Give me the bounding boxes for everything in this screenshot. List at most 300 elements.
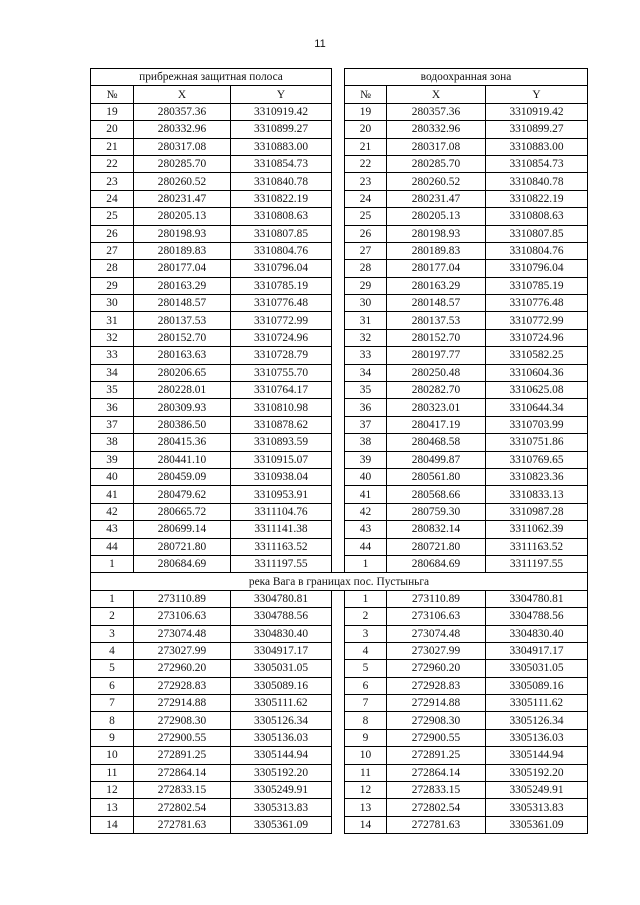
column-gap	[332, 190, 345, 207]
table-row	[91, 347, 588, 364]
y-coordinate: 3305192.20	[231, 764, 332, 781]
table-row	[91, 208, 588, 225]
y-coordinate: 3305249.91	[486, 782, 588, 799]
y-coordinate: 3304917.17	[231, 642, 332, 659]
x-coordinate: 272802.54	[134, 799, 231, 816]
table-row	[91, 503, 588, 520]
point-number: 37	[345, 416, 387, 433]
y-coordinate: 3310785.19	[231, 277, 332, 294]
point-number: 43	[345, 521, 387, 538]
y-coordinate: 3310776.48	[231, 295, 332, 312]
point-number: 7	[345, 695, 387, 712]
table-row	[91, 729, 588, 746]
x-coordinate: 272781.63	[387, 816, 486, 833]
point-number: 9	[91, 729, 134, 746]
table-row	[91, 747, 588, 764]
point-number: 13	[91, 799, 134, 816]
column-gap	[332, 242, 345, 259]
point-number: 30	[91, 295, 134, 312]
y-coordinate: 3304830.40	[231, 625, 332, 642]
column-gap	[332, 138, 345, 155]
x-coordinate: 273074.48	[387, 625, 486, 642]
y-coordinate: 3305089.16	[486, 677, 588, 694]
point-number: 6	[345, 677, 387, 694]
y-coordinate: 3310919.42	[486, 103, 588, 120]
x-coordinate: 280684.69	[387, 555, 486, 572]
point-number: 3	[345, 625, 387, 642]
x-coordinate: 272864.14	[134, 764, 231, 781]
table-row	[91, 260, 588, 277]
column-gap	[332, 69, 345, 86]
y-coordinate: 3310807.85	[486, 225, 588, 242]
point-number: 43	[91, 521, 134, 538]
point-number: 13	[345, 799, 387, 816]
column-gap	[332, 503, 345, 520]
col-header-no: №	[91, 86, 134, 103]
x-coordinate: 272928.83	[134, 677, 231, 694]
col-header-no: №	[345, 86, 387, 103]
table-row	[91, 521, 588, 538]
y-coordinate: 3310808.63	[231, 208, 332, 225]
y-coordinate: 3304788.56	[231, 608, 332, 625]
table-row	[91, 451, 588, 468]
point-number: 44	[91, 538, 134, 555]
y-coordinate: 3310899.27	[231, 121, 332, 138]
point-number: 19	[91, 103, 134, 120]
point-number: 34	[345, 364, 387, 381]
y-coordinate: 3310822.19	[231, 190, 332, 207]
point-number: 11	[345, 764, 387, 781]
col-header-x: X	[134, 86, 231, 103]
y-coordinate: 3311104.76	[231, 503, 332, 520]
x-coordinate: 280684.69	[134, 555, 231, 572]
point-number: 28	[91, 260, 134, 277]
point-number: 24	[345, 190, 387, 207]
y-coordinate: 3305089.16	[231, 677, 332, 694]
table-row	[91, 121, 588, 138]
table-row	[91, 329, 588, 346]
table-row	[91, 660, 588, 677]
x-coordinate: 272891.25	[134, 747, 231, 764]
table-row	[91, 225, 588, 242]
y-coordinate: 3305313.83	[486, 799, 588, 816]
x-coordinate: 273074.48	[134, 625, 231, 642]
x-coordinate: 280721.80	[134, 538, 231, 555]
x-coordinate: 272781.63	[134, 816, 231, 833]
x-coordinate: 280832.14	[387, 521, 486, 538]
point-number: 22	[345, 155, 387, 172]
x-coordinate: 280285.70	[387, 155, 486, 172]
table-row	[91, 399, 588, 416]
table-row	[91, 295, 588, 312]
point-number: 2	[91, 608, 134, 625]
column-gap	[332, 677, 345, 694]
column-gap	[332, 121, 345, 138]
y-coordinate: 3304780.81	[486, 590, 588, 607]
x-coordinate: 272914.88	[387, 695, 486, 712]
y-coordinate: 3305126.34	[486, 712, 588, 729]
table-row	[91, 434, 588, 451]
column-gap	[332, 416, 345, 433]
x-coordinate: 280721.80	[387, 538, 486, 555]
x-coordinate: 280568.66	[387, 486, 486, 503]
point-number: 7	[91, 695, 134, 712]
table-row	[91, 590, 588, 607]
x-coordinate: 272891.25	[387, 747, 486, 764]
y-coordinate: 3310625.08	[486, 382, 588, 399]
y-coordinate: 3310755.70	[231, 364, 332, 381]
table-row	[91, 816, 588, 833]
column-gap	[332, 764, 345, 781]
y-coordinate: 3304788.56	[486, 608, 588, 625]
x-coordinate: 272833.15	[134, 782, 231, 799]
y-coordinate: 3304830.40	[486, 625, 588, 642]
y-coordinate: 3310899.27	[486, 121, 588, 138]
point-number: 41	[91, 486, 134, 503]
point-number: 35	[345, 382, 387, 399]
y-coordinate: 3310582.25	[486, 347, 588, 364]
column-gap	[332, 86, 345, 103]
point-number: 36	[345, 399, 387, 416]
y-coordinate: 3305192.20	[486, 764, 588, 781]
y-coordinate: 3310764.17	[231, 382, 332, 399]
point-number: 31	[91, 312, 134, 329]
x-coordinate: 280177.04	[387, 260, 486, 277]
x-coordinate: 280499.87	[387, 451, 486, 468]
table-row	[91, 190, 588, 207]
y-coordinate: 3310703.99	[486, 416, 588, 433]
column-gap	[332, 782, 345, 799]
y-coordinate: 3310796.04	[231, 260, 332, 277]
column-gap	[332, 347, 345, 364]
y-coordinate: 3310833.13	[486, 486, 588, 503]
y-coordinate: 3310915.07	[231, 451, 332, 468]
x-coordinate: 273110.89	[387, 590, 486, 607]
y-coordinate: 3311141.38	[231, 521, 332, 538]
y-coordinate: 3311163.52	[231, 538, 332, 555]
point-number: 14	[345, 816, 387, 833]
table-row	[91, 277, 588, 294]
column-gap	[332, 155, 345, 172]
x-coordinate: 280417.19	[387, 416, 486, 433]
y-coordinate: 3310807.85	[231, 225, 332, 242]
y-coordinate: 3305144.94	[231, 747, 332, 764]
column-gap	[332, 608, 345, 625]
point-number: 10	[345, 747, 387, 764]
point-number: 21	[91, 138, 134, 155]
y-coordinate: 3310796.04	[486, 260, 588, 277]
point-number: 1	[91, 590, 134, 607]
x-coordinate: 280197.77	[387, 347, 486, 364]
y-coordinate: 3311062.39	[486, 521, 588, 538]
y-coordinate: 3305136.03	[486, 729, 588, 746]
point-number: 42	[345, 503, 387, 520]
column-gap	[332, 729, 345, 746]
table-row	[91, 695, 588, 712]
x-coordinate: 280415.36	[134, 434, 231, 451]
column-gap	[332, 434, 345, 451]
point-number: 40	[91, 468, 134, 485]
point-number: 34	[91, 364, 134, 381]
x-coordinate: 280386.50	[134, 416, 231, 433]
table-row	[91, 138, 588, 155]
point-number: 42	[91, 503, 134, 520]
point-number: 37	[91, 416, 134, 433]
point-number: 33	[345, 347, 387, 364]
x-coordinate: 272900.55	[387, 729, 486, 746]
point-number: 5	[91, 660, 134, 677]
point-number: 6	[91, 677, 134, 694]
table-row	[91, 555, 588, 572]
column-gap	[332, 468, 345, 485]
table-row	[91, 312, 588, 329]
point-number: 20	[345, 121, 387, 138]
table-row	[91, 382, 588, 399]
y-coordinate: 3310772.99	[486, 312, 588, 329]
x-coordinate: 280163.29	[134, 277, 231, 294]
point-number: 26	[91, 225, 134, 242]
point-number: 30	[345, 295, 387, 312]
y-coordinate: 3310724.96	[486, 329, 588, 346]
point-number: 21	[345, 138, 387, 155]
y-coordinate: 3305313.83	[231, 799, 332, 816]
y-coordinate: 3310772.99	[231, 312, 332, 329]
x-coordinate: 280282.70	[387, 382, 486, 399]
y-coordinate: 3310785.19	[486, 277, 588, 294]
point-number: 14	[91, 816, 134, 833]
column-gap	[332, 521, 345, 538]
x-coordinate: 273027.99	[134, 642, 231, 659]
x-coordinate: 280317.08	[134, 138, 231, 155]
x-coordinate: 272960.20	[134, 660, 231, 677]
y-coordinate: 3310724.96	[231, 329, 332, 346]
column-gap	[332, 103, 345, 120]
x-coordinate: 273110.89	[134, 590, 231, 607]
col-header-x: X	[387, 86, 486, 103]
point-number: 41	[345, 486, 387, 503]
point-number: 39	[91, 451, 134, 468]
table-row	[91, 364, 588, 381]
table-row	[91, 608, 588, 625]
point-number: 29	[345, 277, 387, 294]
x-coordinate: 273106.63	[387, 608, 486, 625]
table-row	[91, 468, 588, 485]
y-coordinate: 3310808.63	[486, 208, 588, 225]
y-coordinate: 3311163.52	[486, 538, 588, 555]
point-number: 3	[91, 625, 134, 642]
point-number: 27	[91, 242, 134, 259]
table-row	[91, 173, 588, 190]
zone-header-row	[91, 69, 588, 86]
x-coordinate: 272928.83	[387, 677, 486, 694]
point-number: 40	[345, 468, 387, 485]
point-number: 20	[91, 121, 134, 138]
y-coordinate: 3310728.79	[231, 347, 332, 364]
table-row	[91, 625, 588, 642]
column-gap	[332, 486, 345, 503]
column-gap	[332, 295, 345, 312]
point-number: 10	[91, 747, 134, 764]
x-coordinate: 280205.13	[134, 208, 231, 225]
point-number: 12	[345, 782, 387, 799]
x-coordinate: 280332.96	[134, 121, 231, 138]
x-coordinate: 272833.15	[387, 782, 486, 799]
column-gap	[332, 747, 345, 764]
column-gap	[332, 799, 345, 816]
x-coordinate: 280163.29	[387, 277, 486, 294]
y-coordinate: 3310804.76	[231, 242, 332, 259]
x-coordinate: 280317.08	[387, 138, 486, 155]
y-coordinate: 3310854.73	[231, 155, 332, 172]
point-number: 8	[345, 712, 387, 729]
x-coordinate: 280137.53	[387, 312, 486, 329]
y-coordinate: 3310840.78	[486, 173, 588, 190]
column-gap	[332, 225, 345, 242]
y-coordinate: 3305361.09	[486, 816, 588, 833]
y-coordinate: 3310604.36	[486, 364, 588, 381]
section-title-row	[91, 573, 588, 590]
x-coordinate: 280459.09	[134, 468, 231, 485]
table-row	[91, 712, 588, 729]
x-coordinate: 280759.30	[387, 503, 486, 520]
x-coordinate: 272914.88	[134, 695, 231, 712]
coordinates-table	[90, 68, 588, 834]
x-coordinate: 280228.01	[134, 382, 231, 399]
table-row	[91, 642, 588, 659]
y-coordinate: 3310822.19	[486, 190, 588, 207]
column-gap	[332, 208, 345, 225]
table-row	[91, 677, 588, 694]
column-gap	[332, 816, 345, 833]
y-coordinate: 3305361.09	[231, 816, 332, 833]
point-number: 36	[91, 399, 134, 416]
point-number: 22	[91, 155, 134, 172]
col-header-y: Y	[231, 86, 332, 103]
table-row	[91, 103, 588, 120]
y-coordinate: 3310883.00	[231, 138, 332, 155]
x-coordinate: 280206.65	[134, 364, 231, 381]
x-coordinate: 280205.13	[387, 208, 486, 225]
point-number: 5	[345, 660, 387, 677]
y-coordinate: 3310840.78	[231, 173, 332, 190]
y-coordinate: 3310883.00	[486, 138, 588, 155]
x-coordinate: 272908.30	[134, 712, 231, 729]
point-number: 33	[91, 347, 134, 364]
y-coordinate: 3305031.05	[231, 660, 332, 677]
x-coordinate: 280250.48	[387, 364, 486, 381]
x-coordinate: 280148.57	[134, 295, 231, 312]
point-number: 12	[91, 782, 134, 799]
y-coordinate: 3305249.91	[231, 782, 332, 799]
point-number: 25	[91, 208, 134, 225]
point-number: 2	[345, 608, 387, 625]
point-number: 32	[345, 329, 387, 346]
column-gap	[332, 590, 345, 607]
point-number: 23	[91, 173, 134, 190]
column-gap	[332, 712, 345, 729]
table-row	[91, 538, 588, 555]
y-coordinate: 3310893.59	[231, 434, 332, 451]
x-coordinate: 280198.93	[134, 225, 231, 242]
x-coordinate: 280468.58	[387, 434, 486, 451]
y-coordinate: 3305111.62	[231, 695, 332, 712]
column-gap	[332, 382, 345, 399]
point-number: 25	[345, 208, 387, 225]
x-coordinate: 272908.30	[387, 712, 486, 729]
point-number: 29	[91, 277, 134, 294]
x-coordinate: 280189.83	[134, 242, 231, 259]
x-coordinate: 280441.10	[134, 451, 231, 468]
table-row	[91, 416, 588, 433]
x-coordinate: 280561.80	[387, 468, 486, 485]
column-gap	[332, 555, 345, 572]
table-row	[91, 782, 588, 799]
x-coordinate: 280285.70	[134, 155, 231, 172]
y-coordinate: 3305031.05	[486, 660, 588, 677]
y-coordinate: 3304780.81	[231, 590, 332, 607]
x-coordinate: 280137.53	[134, 312, 231, 329]
x-coordinate: 280189.83	[387, 242, 486, 259]
x-coordinate: 280357.36	[134, 103, 231, 120]
column-gap	[332, 260, 345, 277]
y-coordinate: 3305111.62	[486, 695, 588, 712]
point-number: 9	[345, 729, 387, 746]
y-coordinate: 3310953.91	[231, 486, 332, 503]
column-gap	[332, 277, 345, 294]
x-coordinate: 280479.62	[134, 486, 231, 503]
x-coordinate: 280323.01	[387, 399, 486, 416]
column-gap	[332, 538, 345, 555]
zone-title-right: водоохранная зона	[345, 69, 588, 86]
column-gap	[332, 312, 345, 329]
point-number: 8	[91, 712, 134, 729]
column-gap	[332, 625, 345, 642]
x-coordinate: 273106.63	[134, 608, 231, 625]
point-number: 4	[91, 642, 134, 659]
x-coordinate: 280260.52	[134, 173, 231, 190]
point-number: 32	[91, 329, 134, 346]
table-row	[91, 764, 588, 781]
column-gap	[332, 173, 345, 190]
x-coordinate: 280665.72	[134, 503, 231, 520]
x-coordinate: 280148.57	[387, 295, 486, 312]
y-coordinate: 3305136.03	[231, 729, 332, 746]
y-coordinate: 3304917.17	[486, 642, 588, 659]
y-coordinate: 3311197.55	[231, 555, 332, 572]
column-gap	[332, 329, 345, 346]
table-row	[91, 155, 588, 172]
point-number: 44	[345, 538, 387, 555]
y-coordinate: 3305144.94	[486, 747, 588, 764]
point-number: 11	[91, 764, 134, 781]
column-gap	[332, 399, 345, 416]
x-coordinate: 280231.47	[387, 190, 486, 207]
x-coordinate: 280332.96	[387, 121, 486, 138]
x-coordinate: 280309.93	[134, 399, 231, 416]
y-coordinate: 3310751.86	[486, 434, 588, 451]
x-coordinate: 280152.70	[387, 329, 486, 346]
x-coordinate: 272960.20	[387, 660, 486, 677]
point-number: 38	[345, 434, 387, 451]
column-gap	[332, 364, 345, 381]
col-header-y: Y	[486, 86, 588, 103]
point-number: 4	[345, 642, 387, 659]
y-coordinate: 3305126.34	[231, 712, 332, 729]
point-number: 19	[345, 103, 387, 120]
section-title: река Вага в границах пос. Пустыньга	[91, 573, 588, 590]
point-number: 1	[91, 555, 134, 572]
x-coordinate: 280163.63	[134, 347, 231, 364]
